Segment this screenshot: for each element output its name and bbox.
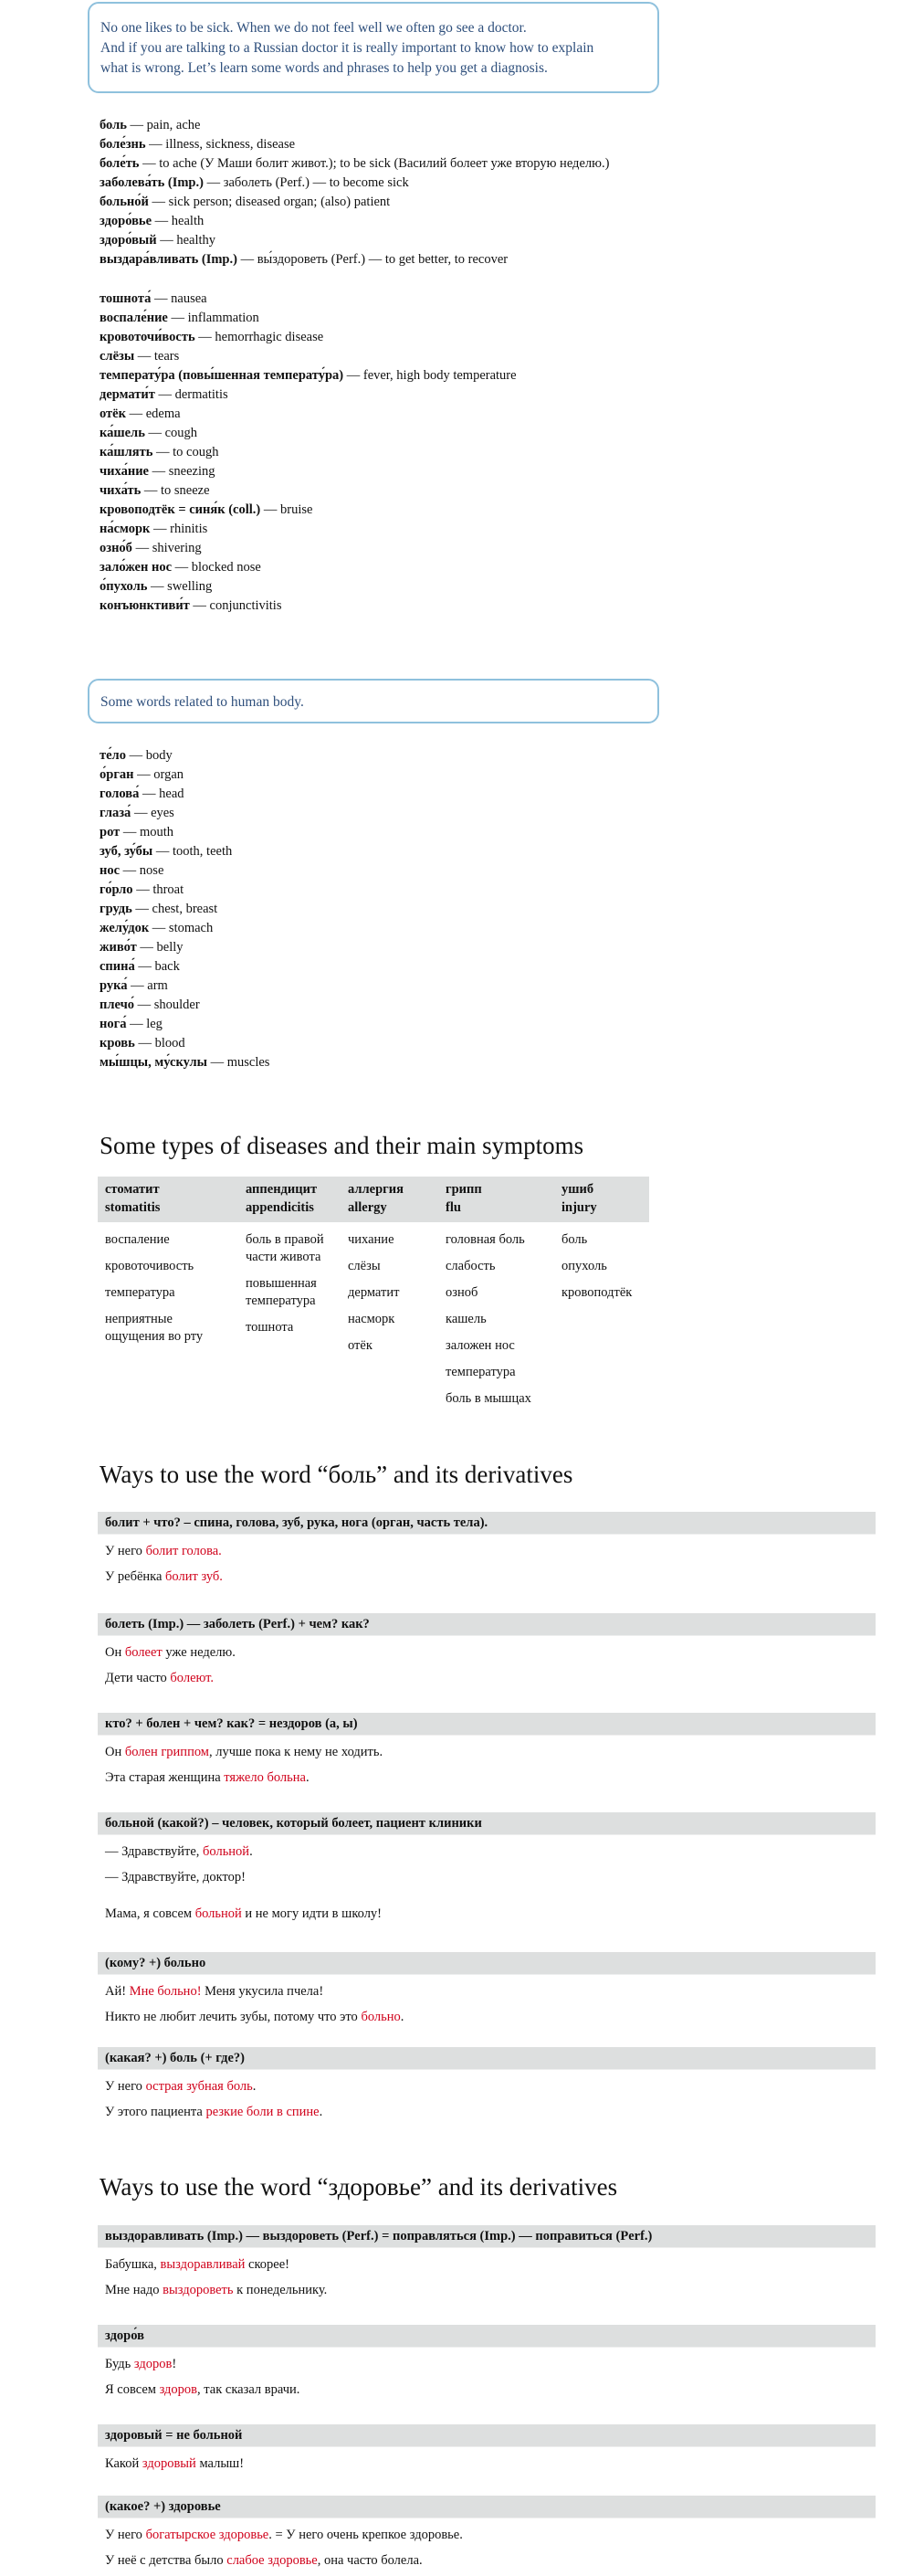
vocab-definition: — leg [126,1017,163,1031]
vocab-definition: — rhinitis [150,522,208,536]
usage-block [98,1952,876,2030]
sentence-text: , так сказал врачи. [197,2382,300,2397]
sentence-text: Мама, я совсем [105,1906,195,1921]
vocab-list-body [100,746,269,1072]
vocab-entry [100,116,609,135]
vocab-definition: — belly [136,940,184,955]
disease-name-ru: стоматит [105,1182,160,1197]
symptom-item: неприятные ощущения во рту [105,1312,204,1344]
vocab-entry [100,174,609,193]
vocab-entry [100,405,517,424]
sentence-text: — Здравствуйте, [105,1844,204,1859]
vocab-entry [100,881,269,900]
vocab-definition: — healthy [156,233,216,248]
vocab-list-general [100,116,609,269]
sentence-text: . = У него очень крепкое здоровье. [268,2528,463,2542]
sentence-text: У ребёнка [105,1569,166,1584]
vocab-term: температу́ра (повы́шенная температу́ра) [100,368,344,383]
intro-line: No one likes to be sick. When we do not feel well we often go see a doctor. [100,20,527,36]
disease-name-ru: ушиб [561,1182,594,1197]
sentence-text: Он [105,1645,125,1660]
vocab-entry [100,424,517,443]
vocab-entry [100,347,517,366]
example-sentence [98,2351,876,2377]
vocab-definition: — shivering [131,541,202,555]
vocab-definition: — health [152,214,205,228]
vocab-term: голова́ [100,787,140,801]
symptom-item: заложен нос [446,1338,515,1353]
vocab-term: грудь [100,902,132,916]
disease-symptoms [341,1222,438,1417]
vocab-entry [100,443,517,462]
sentence-text: , она часто болела. [317,2553,423,2568]
vocab-definition: — throat [132,882,184,897]
vocab-definition: — to ache (У Маши болит живот.); to be sick (Василий болеет уже вторую неделю.) [139,156,610,171]
vocab-term: здоро́вье [100,214,152,228]
vocab-term: зуб, зу́бы [100,844,153,859]
vocab-entry [100,309,517,328]
sentence-text: У него [105,1544,146,1558]
vocab-term: выздара́вливать (Imp.) [100,252,237,267]
zdorovie-section-title: Ways to use the word “здоровье” and its derivatives [100,2173,618,2201]
example-sentence [98,2377,876,2402]
highlighted-phrase: болеют. [170,1671,215,1685]
symptom-item: кровоподтёк [561,1285,633,1300]
vocab-definition: — shoulder [134,998,200,1012]
symptom-item: боль [561,1232,588,1247]
highlighted-phrase: больно [361,2010,401,2024]
example-sentence [98,1564,876,1589]
example-sentence [98,2004,876,2030]
bol-section-title: Ways to use the word “боль” and its derivatives [100,1461,573,1488]
vocab-entry [100,996,269,1015]
vocab-entry [100,385,517,405]
usage-block [98,2047,876,2125]
vocab-definition: — tears [134,349,180,364]
vocab-term: отёк [100,406,126,421]
vocab-entry [100,1034,269,1053]
disease-header [98,1177,238,1222]
vocab-definition: — chest, breast [131,902,218,916]
vocab-term: живо́т [100,940,137,955]
vocab-definition: — to cough [152,445,219,459]
usage-rule-header: выздоравливать (Imp.) — выздороветь (Perf.) = поправляться (Imp.) — поправиться (Perf.) [98,2225,876,2248]
vocab-definition: — nausea [151,291,207,306]
vocab-entry [100,481,517,501]
vocab-term: боле́ть [100,156,140,171]
vocab-term: ка́шлять [100,445,153,459]
sentence-text: , лучше пока к нему не ходить. [208,1745,383,1759]
highlighted-phrase: здоров [133,2357,173,2371]
vocab-definition: — to sneeze [141,483,210,498]
sentence-text: . [252,2079,257,2094]
symptom-item: кровоточивость [105,1259,194,1273]
highlighted-phrase: резкие боли в спине [205,2105,320,2119]
symptom-item: отёк [348,1338,373,1353]
sentence-text: У него [105,2079,146,2094]
sentence-text: ! [172,2357,177,2371]
vocab-entry [100,938,269,957]
usage-rule-header: здоровый = не больной [98,2424,876,2447]
vocab-term: нос [100,863,121,878]
vocab-list-symptoms [100,290,517,616]
disease-name-en: allergy [348,1200,387,1215]
sentence-text: . [305,1770,310,1785]
highlighted-phrase: выздоравливай [160,2257,246,2272]
disease-symptoms [238,1222,341,1417]
disease-header [438,1177,554,1222]
vocab-entry [100,900,269,919]
vocab-term: заболева́ть (Imp.) [100,175,204,190]
example-sentence [98,1864,876,1890]
vocab-entry [100,212,609,231]
sentence-text: У неё с детства было [105,2553,227,2568]
disease-name-ru: аллергия [348,1182,404,1197]
vocab-term: те́ло [100,748,126,763]
vocab-term: о́рган [100,767,134,782]
sentence-text: и не могу идти в школу! [241,1906,383,1921]
vocab-definition: — conjunctivitis [189,598,282,613]
vocab-definition: — sick person; diseased organ; (also) patient [148,195,391,209]
sentence-text: уже неделю. [162,1645,236,1660]
symptom-item: кашель [446,1312,487,1326]
vocab-term: о́пухоль [100,579,148,594]
vocab-entry [100,785,269,804]
vocab-entry [100,765,269,785]
vocab-entry [100,1015,269,1034]
vocab-entry [100,250,609,269]
vocab-definition: — dermatitis [154,387,228,402]
vocab-entry [100,328,517,347]
usage-block [98,1613,876,1691]
vocab-definition: — body [125,748,173,763]
vocab-definition: — edema [125,406,181,421]
sentence-text: Будь [105,2357,134,2371]
disease-name-ru: грипп [446,1182,482,1197]
vocab-term: чиха́ть [100,483,142,498]
vocab-entry [100,462,517,481]
sentence-text: Бабушка, [105,2257,161,2272]
disease-name-ru: аппендицит [246,1182,318,1197]
symptom-item: воспаление [105,1232,170,1247]
vocab-term: кровоточи́вость [100,330,195,344]
vocab-definition: — arm [127,978,168,993]
highlighted-phrase: богатырское здоровье [145,2528,269,2542]
vocab-entry [100,558,517,577]
vocab-entry [100,520,517,539]
example-sentence [98,1739,876,1765]
vocab-term: желу́док [100,921,150,935]
vocab-entry [100,861,269,881]
example-sentence [98,1901,876,1927]
vocab-definition: — pain, ache [126,118,201,132]
example-sentence [98,2252,876,2277]
example-sentence [98,2074,876,2099]
highlighted-phrase: болит зуб. [165,1569,223,1584]
vocab-definition: — inflammation [167,311,259,325]
body-words-callout [88,679,659,723]
vocab-term: кровь [100,1036,135,1050]
example-sentence [98,1538,876,1564]
symptom-item: насморк [348,1312,395,1326]
symptom-item: боль в правой части живота [246,1232,324,1264]
vocab-term: нога́ [100,1017,127,1031]
highlighted-phrase: тяжело больна [224,1770,306,1785]
vocab-entry [100,1053,269,1072]
symptom-item: слёзы [348,1259,381,1273]
disease-name-en: flu [446,1200,461,1215]
usage-block [98,2424,876,2476]
vocab-entry [100,135,609,154]
usage-block [98,2496,876,2573]
usage-rule-header: болеть (Imp.) — заболеть (Perf.) + чем? как? [98,1613,876,1636]
vocab-term: глаза́ [100,806,131,820]
sentence-text: — Здравствуйте, доктор! [105,1870,246,1884]
vocab-definition: — blood [134,1036,185,1050]
symptom-item: боль в мышцах [446,1391,531,1406]
diseases-symptoms-row [98,1222,649,1417]
vocab-entry [100,501,517,520]
vocab-definition: — swelling [147,579,213,594]
vocab-term: на́сморк [100,522,151,536]
vocab-entry [100,957,269,977]
example-sentence [98,1640,876,1665]
vocab-entry [100,231,609,250]
highlighted-phrase: больной [194,1906,242,1921]
sentence-text: Дети часто [105,1671,171,1685]
vocab-term: го́рло [100,882,133,897]
intro-callout [88,2,659,93]
example-sentence [98,2522,876,2548]
diseases-header-row [98,1177,649,1222]
vocab-definition: — bruise [260,502,313,517]
vocab-entry [100,919,269,938]
vocab-entry [100,977,269,996]
vocab-term: здоро́вый [100,233,157,248]
disease-symptoms [554,1222,649,1417]
vocab-entry [100,577,517,596]
vocab-definition: — back [134,959,180,974]
example-sentence [98,1979,876,2004]
example-sentence [98,2451,876,2476]
vocab-definition: — mouth [120,825,174,839]
sentence-text: У него [105,2528,146,2542]
example-sentence [98,2277,876,2303]
highlighted-phrase: здоровый [142,2456,196,2471]
vocab-entry [100,154,609,174]
sentence-text: Какой [105,2456,142,2471]
vocab-definition: — organ [133,767,184,782]
usage-block [98,1713,876,1790]
vocab-term: рот [100,825,121,839]
vocab-definition: — заболеть (Perf.) — to become sick [203,175,409,190]
symptom-item: дерматит [348,1285,400,1300]
disease-name-en: appendicitis [246,1200,314,1215]
sentence-text: . [400,2010,404,2024]
vocab-entry [100,842,269,861]
vocab-term: кровоподтёк = синя́к (coll.) [100,502,261,517]
example-sentence [98,1765,876,1790]
vocab-term: боль [100,118,127,132]
vocab-definition: — cough [144,426,198,440]
sentence-text: . [319,2105,323,2119]
usage-rule-header: (какая? +) боль (+ где?) [98,2047,876,2070]
diseases-section-title: Some types of diseases and their main symptoms [100,1132,584,1159]
body-callout-text: Some words related to human body. [100,694,304,710]
example-sentence [98,2099,876,2125]
vocab-entry [100,539,517,558]
highlighted-phrase: болит голова. [145,1544,222,1558]
usage-rule-header: кто? + болен + чем? как? = нездоров (а, ы) [98,1713,876,1736]
symptom-item: головная боль [446,1232,525,1247]
vocab-entry [100,366,517,385]
disease-name-en: injury [561,1200,597,1215]
usage-block [98,2325,876,2402]
sentence-text: Он [105,1745,125,1759]
vocab-definition: — tooth, teeth [152,844,233,859]
disease-symptoms [98,1222,238,1417]
symptom-item: температура [446,1365,516,1379]
vocab-term: зало́жен нос [100,560,173,575]
vocab-definition: — nose [120,863,164,878]
highlighted-phrase: болен гриппом [124,1745,209,1759]
highlighted-phrase: острая зубная боль [145,2079,253,2094]
vocab-entry [100,290,517,309]
symptom-item: температура [105,1285,175,1300]
example-sentence [98,1839,876,1864]
vocab-definition: — вы́здороветь (Perf.) — to get better, to recover [236,252,509,267]
usage-rule-header: больной (какой?) – человек, который болеет, пациент клиники [98,1812,876,1835]
vocab-term: мы́шцы, му́скулы [100,1055,207,1070]
vocab-term: слёзы [100,349,135,364]
vocab-entry [100,193,609,212]
sentence-text: Мне надо [105,2283,163,2297]
disease-header [554,1177,649,1222]
highlighted-phrase: выздороветь [163,2283,234,2297]
vocab-entry [100,746,269,765]
highlighted-phrase: больной [203,1844,250,1859]
vocab-term: ка́шель [100,426,145,440]
symptom-item: опухоль [561,1259,607,1273]
highlighted-phrase: слабое здоровье [226,2553,318,2568]
usage-block [98,1812,876,1927]
sentence-text: малыш! [195,2456,245,2471]
sentence-text: Я совсем [105,2382,160,2397]
vocab-definition: — fever, high body temperature [343,368,517,383]
highlighted-phrase: Мне больно! [129,1984,202,1999]
usage-rule-header: болит + что? – спина, голова, зуб, рука, нога (орган, часть тела). [98,1512,876,1535]
sentence-text: Ай! [105,1984,130,1999]
vocab-entry [100,823,269,842]
sentence-text: Меня укусила пчела! [201,1984,324,1999]
vocab-term: спина́ [100,959,135,974]
vocab-entry [100,596,517,616]
vocab-term: боле́знь [100,137,146,152]
vocab-definition: — sneezing [149,464,215,479]
vocab-definition: — stomach [149,921,214,935]
disease-header [341,1177,438,1222]
sentence-text: . [249,1844,253,1859]
vocab-term: озно́б [100,541,132,555]
usage-block [98,2225,876,2303]
sentence-text: Эта старая женщина [105,1770,225,1785]
vocab-term: конъюнктиви́т [100,598,190,613]
vocab-term: рука́ [100,978,128,993]
usage-rule-header: (кому? +) больно [98,1952,876,1975]
vocab-term: плечо́ [100,998,134,1012]
usage-block [98,1512,876,1589]
symptom-item: повышенная температура [246,1276,317,1308]
disease-header [238,1177,341,1222]
vocab-term: воспале́ние [100,311,168,325]
highlighted-phrase: здоров [159,2382,198,2397]
highlighted-phrase: болеет [124,1645,163,1660]
vocab-term: больно́й [100,195,149,209]
vocab-definition: — blocked nose [172,560,261,575]
vocab-definition: — head [139,787,184,801]
example-sentence [98,2548,876,2573]
disease-name-en: stomatitis [105,1200,161,1215]
usage-rule-header: (какое? +) здоровье [98,2496,876,2518]
vocab-term: дермати́т [100,387,155,402]
vocab-definition: — eyes [131,806,174,820]
vocab-term: тошнота́ [100,291,152,306]
sentence-text: Никто не любит лечить зубы, потому что это [105,2010,362,2024]
symptom-item: тошнота [246,1320,294,1335]
vocab-entry [100,804,269,823]
example-sentence [98,1665,876,1691]
vocab-definition: — muscles [206,1055,270,1070]
symptom-item: слабость [446,1259,496,1273]
vocab-definition: — hemorrhagic disease [194,330,324,344]
sentence-text: У этого пациента [105,2105,206,2119]
symptom-item: озноб [446,1285,478,1300]
usage-rule-header: здоро́в [98,2325,876,2348]
diseases-table [98,1177,649,1417]
intro-line: what is wrong. Let’s learn some words and phrases to help you get a diagnosis. [100,60,548,76]
sentence-text: к понедельнику. [233,2283,328,2297]
disease-symptoms [438,1222,554,1417]
symptom-item: чихание [348,1232,394,1247]
vocab-definition: — illness, sickness, disease [145,137,296,152]
vocab-term: чиха́ние [100,464,149,479]
intro-line: And if you are talking to a Russian doctor it is really important to know how to explain [100,40,594,56]
sentence-text: скорее! [245,2257,289,2272]
